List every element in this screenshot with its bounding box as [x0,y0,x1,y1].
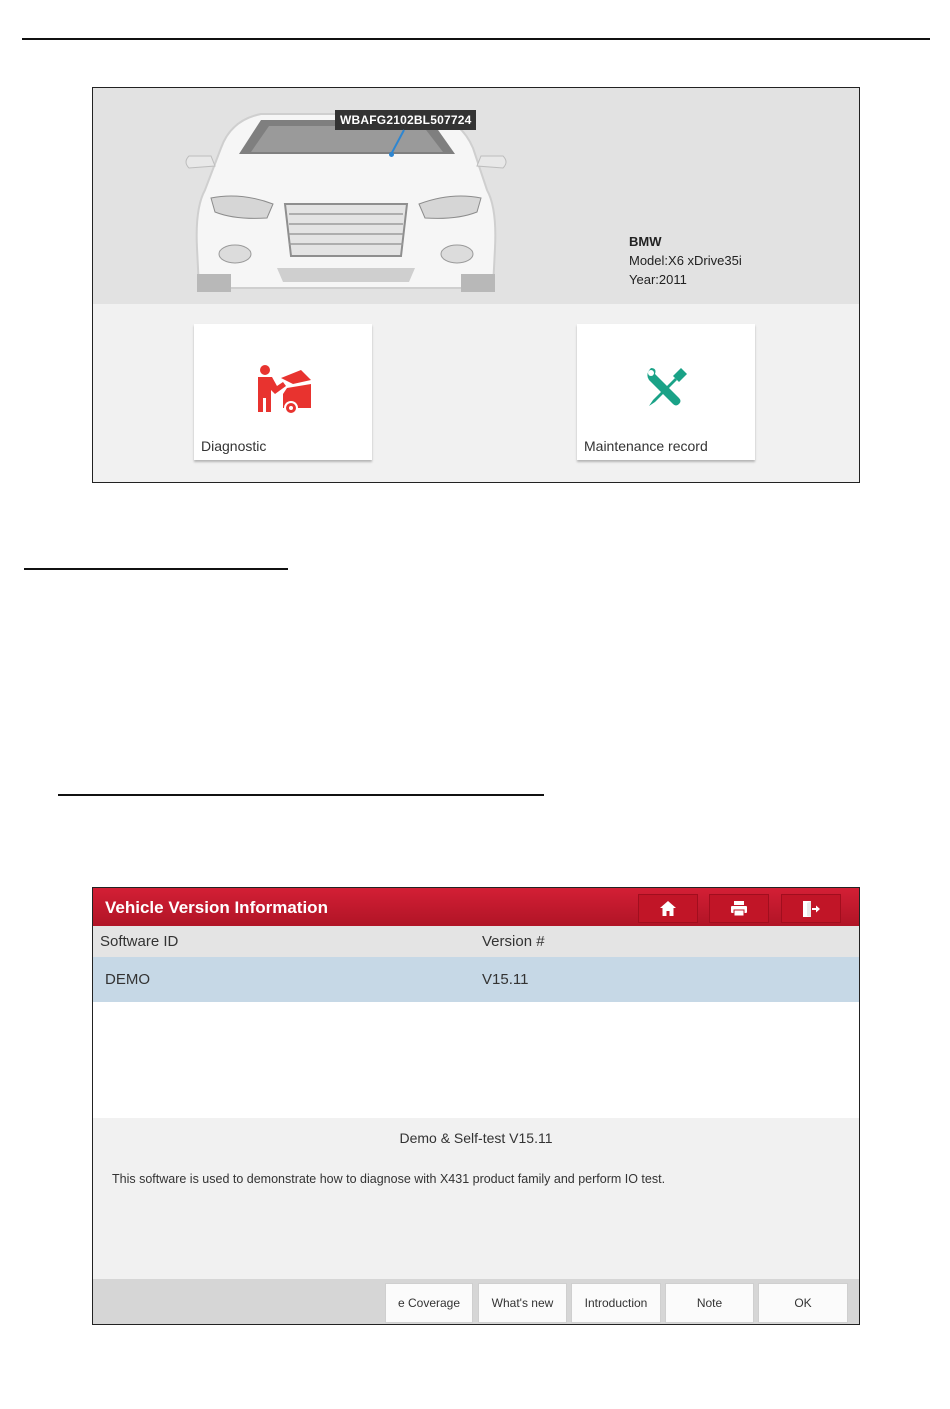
vehicle-screen [92,87,860,483]
vin-pointer-dot [389,152,394,157]
title-bar [93,888,859,926]
maintenance-record-label: Maintenance record [584,438,708,454]
description-panel [93,1118,859,1279]
screen-title: Vehicle Version Information [105,898,328,917]
exit-icon [801,900,821,918]
whats-new-button[interactable]: What's new [478,1283,567,1323]
version-info-screen [92,887,860,1325]
column-header-version: Version # [482,933,545,950]
diagnostic-label: Diagnostic [201,438,267,454]
home-icon [659,900,677,917]
home-button[interactable] [638,894,698,923]
vehicle-hero [93,88,859,304]
vehicle-make: BMW [629,234,662,249]
exit-button[interactable] [781,894,841,923]
diagnostic-card[interactable] [194,324,372,460]
diagnostic-icon [253,364,313,416]
print-icon [730,900,748,917]
version-cell: V15.11 [482,971,529,988]
tools-icon [643,364,689,410]
note-button[interactable]: Note [665,1283,754,1323]
coverage-button[interactable]: е Coverage [385,1283,473,1323]
footer-button-bar [93,1279,859,1324]
vehicle-year: Year:2011 [629,272,687,287]
table-row[interactable] [93,957,859,1002]
vin-label: WBAFG2102BL507724 [335,110,476,130]
description-text: This software is used to demonstrate how to diagnose with X431 product family and perform IO test. [112,1172,666,1186]
section-rule-2 [58,794,544,796]
software-id-cell: DEMO [105,971,150,988]
maintenance-record-card[interactable] [577,324,755,460]
vehicle-info [629,232,742,289]
header-rule [22,38,930,40]
description-title: Demo & Self-test V15.11 [399,1130,553,1146]
print-button[interactable] [709,894,769,923]
column-header-software-id: Software ID [100,933,179,950]
vehicle-model: Model:X6 xDrive35i [629,253,742,268]
section-rule-1 [24,568,288,570]
ok-button[interactable]: OK [758,1283,848,1323]
introduction-button[interactable]: Introduction [571,1283,661,1323]
table-header [93,926,859,957]
